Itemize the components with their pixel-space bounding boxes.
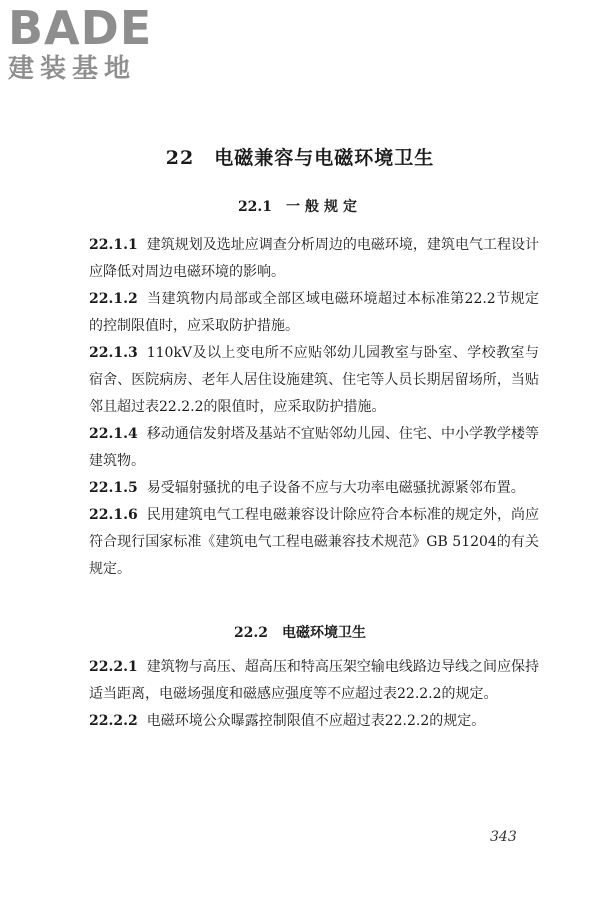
clause-text: 建筑规划及选址应调查分析周边的电磁环境，建筑电气工程设计应降低对周边电磁环境的影响。 [89, 237, 539, 280]
chapter-title: 22 电磁兼容与电磁环境卫生 [165, 147, 435, 169]
section-label: 电磁环境卫生 [282, 625, 367, 641]
clause-text: 民用建筑电气工程电磁兼容设计除应符合本标准的规定外，尚应符合现行国家标准《建筑电气工程电磁兼容技术规范》GB 51204的有关规定。 [89, 507, 539, 577]
page-number: 343 [490, 829, 517, 845]
section-22-2-clauses [89, 654, 539, 735]
clause-text: 当建筑物内局部或全部区域电磁环境超过本标准第22.2节规定的控制限值时，应采取防护措施。 [89, 291, 539, 334]
section-label: 一般规定 [286, 199, 363, 215]
clause [89, 286, 539, 340]
clause-number: 22.2.1 [89, 659, 138, 675]
clause-text: 建筑物与高压、超高压和特高压架空输电线路边导线之间应保持适当距离，电磁场强度和磁感应强度等不应超过表22.2.2的规定。 [89, 659, 539, 702]
clause-number: 22.1.3 [89, 345, 138, 361]
clause [89, 654, 539, 708]
section-number: 22.1 [237, 199, 273, 215]
section-title-22-2 [0, 622, 600, 642]
clause [89, 502, 539, 583]
clause-number: 22.1.6 [89, 507, 138, 523]
section-number: 22.2 [233, 625, 269, 641]
clause [89, 232, 539, 286]
clause-number: 22.1.2 [89, 291, 138, 307]
section-title-22-1 [0, 196, 600, 216]
section-22-1-clauses [89, 232, 539, 583]
clause-number: 22.2.2 [89, 713, 138, 729]
clause-number: 22.1.1 [89, 237, 138, 253]
clause [89, 708, 539, 735]
clause [89, 421, 539, 475]
clause-number: 22.1.5 [89, 480, 138, 496]
clause-text: 移动通信发射塔及基站不宜贴邻幼儿园、住宅、中小学教学楼等建筑物。 [89, 426, 539, 469]
clause [89, 475, 539, 502]
clause [89, 340, 539, 421]
clause-number: 22.1.4 [89, 426, 138, 442]
logo [8, 1, 188, 84]
clause-text: 电磁环境公众曝露控制限值不应超过表22.2.2的规定。 [146, 713, 486, 729]
clause-text: 110kV及以上变电所不应贴邻幼儿园教室与卧室、学校教室与宿舍、医院病房、老年人居住设施建筑、住宅等人员长期居留场所，当贴邻且超过表22.2.2的限值时，应采取防护措施。 [89, 345, 539, 415]
logo-subtitle: 建装基地 [8, 54, 137, 84]
logo-wordmark: BADE [8, 1, 153, 55]
clause-text: 易受辐射骚扰的电子设备不应与大功率电磁骚扰源紧邻布置。 [146, 480, 525, 496]
